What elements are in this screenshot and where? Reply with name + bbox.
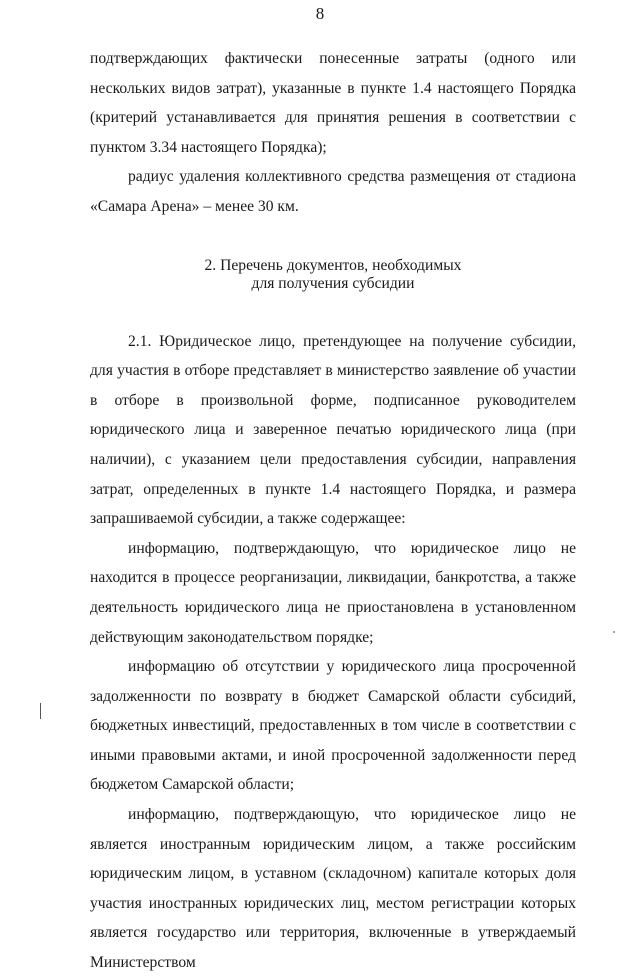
paragraph-no-reorganization: информацию, подтверждающую, что юридическое лицо не находится в процессе реорганизации, ликвидации, банкротства, а также деятельность юридического лица не приостановлена в установленном действующим законодательством порядке; (90, 539, 576, 646)
paragraph-stadium-radius: радиус удаления коллективного средства размещения от стадиона «Самара Арена» – менее 30 км. (90, 168, 576, 215)
scan-margin-mark (40, 703, 41, 719)
section-heading-line-1: 2. Перечень документов, необходимых (204, 256, 462, 274)
scan-dot-mark (613, 631, 615, 633)
paragraph-no-overdue-debt: информацию об отсутствии у юридического лица просроченной задолженности по возврату в бюджет Самарской области субсидий, бюджетных инвестиций, предоставленных в том числе в соответствии с иными правовыми актами, и иной просроченной задолженности перед бюджетом Самарской области; (90, 658, 576, 794)
document-body (90, 44, 576, 978)
paragraph-costs-continuation: подтверждающих фактически понесенные затраты (одного или нескольких видов затрат), указанные в пункте 1.4 настоящего Порядка (критерий устанавливается для принятия решения в соответствии с пунктом 3.34 настоящего Порядка); (90, 50, 576, 156)
paragraph-not-foreign-entity: информацию, подтверждающую, что юридическое лицо не является иностранным юридическим лицом, а также российским юридическим лицом, в уставном (складочном) капитале которых доля участия иностранных юридических лиц, местом регистрации которых является государство или территория, включенные в утверждаемый Министерством (90, 806, 576, 972)
section-heading (90, 257, 576, 293)
paragraph-clause-2-1: 2.1. Юридическое лицо, претендующее на получение субсидии, для участия в отборе представляет в министерство заявление об участии в отборе в произвольной форме, подписанное руководителем юридического лица и заверенное печатью юридического лица (при наличии), с указанием цели предоставления субсидии, направления затрат, определенных в пункте 1.4 настоящего Порядка, и размера запрашиваемой субсидии, а также содержащее: (90, 332, 576, 528)
page-number: 8 (315, 4, 325, 23)
section-heading-line-2: для получения субсидии (251, 274, 415, 292)
